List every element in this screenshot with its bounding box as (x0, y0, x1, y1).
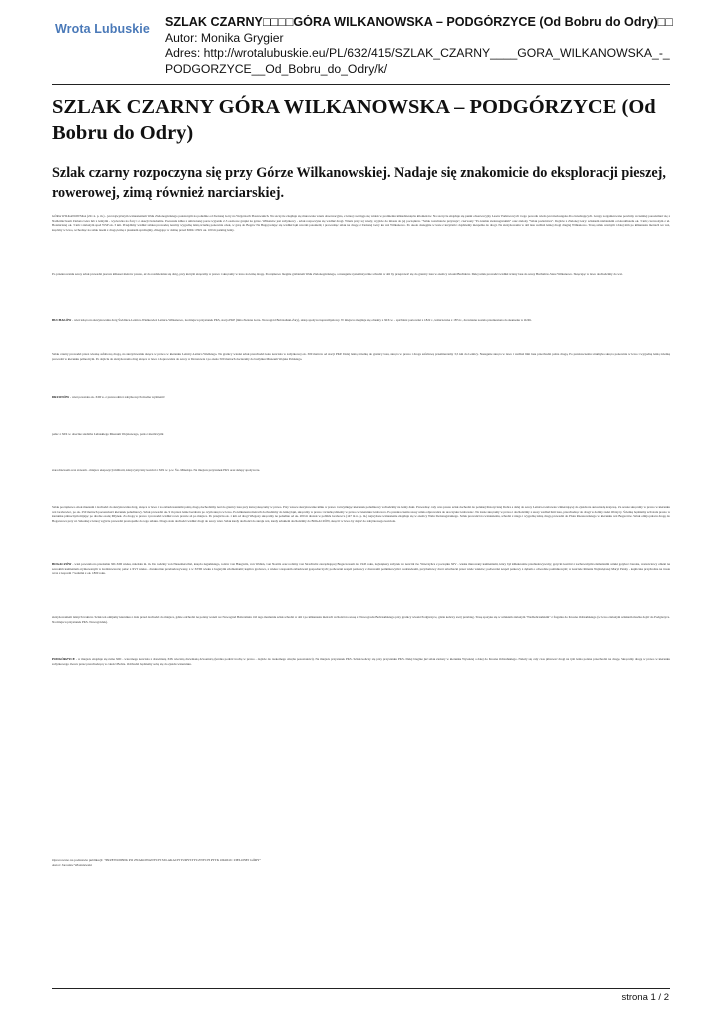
paragraph-11 (52, 657, 670, 666)
header-divider (52, 84, 670, 85)
article-title: SZLAK CZARNY GÓRA WILKANOWSKA – PODGÓRZYCE (Od Bobru do Odry) (52, 96, 656, 144)
footer-divider (52, 988, 670, 989)
paragraph-6 (52, 432, 670, 437)
paragraph-3 (52, 318, 670, 323)
paragraph-text: - wieś powstała na przełomie XII-XIII wieku, należała m. in. Do rodziny von Niesemerschel, księcia żegańskiego, rodów von Haugwitz, von Wallen, von Nostitz oraz rodziny von Strachwitz zarządzającej Bogaczowem do 1945 roku, największy zabytek to: kościół św. Wawrzyńca z początku XIV - wieku murowany kamieniami, który był kilkakrotnie przebudowywany; gotycki kościół z zachowanymi elementami sztuki gotyku i baroku, wartościowy obiekt na szerokim kamieniem otynkowanym w średniowieczu; pałac z XVI wieku - dwukrotnie przebudowywany, z w XVIII wieku z bogatymi zdobieniami; kaplica grobowa, z wieku i zespołem zabudowań gospodarczych; podworski zespół parkowy z drzewami pomnikowymi i sadzawkami, przydomowy dwór szlachecki przez wiele wieków; podworski zespół parkowy z dębem o obwodzie pomnikowym; w kościele Imienia Najświętszej Maryi Panny - kapliczka przydrożna na trasie wraz z kopcem 7 kolumn z ok. 1800 roku. (52, 562, 670, 576)
wrota-lubuskie-logo[interactable]: Wrota Lubuskie (55, 22, 150, 36)
source-note (52, 858, 552, 868)
document-meta (165, 15, 720, 77)
address-line-2[interactable]: PODGORZYCE__Od_Bobru_do_Odry/k/ (165, 61, 388, 76)
address-line-1[interactable]: Adres: http://wrotalubuskie.eu/PL/632/415/SZLAK_CZARNY____GORA_WILKANOWSKA_-_ (165, 46, 670, 60)
paragraph-text: GÓRA WILKANOWSKA (221 n. p. m.) - jest najwyższym wzniesieniem Wału Zielonogórskiego położonym na południe od Zielonej Góry na Wzgórzach Piastowskich. Na szczycie znajduje się murowana wieża obserwacyjna, z której rozciąga się widok w promieniu kilkudziesięciu kilometrów. Na szczycie znajduje się punkt obserwacyjny Lasów Państwowych i tego powodu wieża jest niedostępna dla zwiedzających. Grupy zorganizowane powinny wcześniej porozumieć się z Nadleśnictwem Zielona Góra lub z leśnymi - wycieczka na Żary i z okazji świadomie. Pozostałe kilku z umówionej porze wyjazdu 2-3 osobowe grupki na górze. Wilkanów jest zabytkowy - szlak rozpoczyna się wzdłuż drogi. Wieża przy tej wieży, wyjście do miasta do jej początków. "Szlak rozwiniecie przystaje", czerwony "Po kramie zielonogórskim" oraz zielony "Szlak pożarnicza". Dojście z Zielonej Góry: szlakiem niebieskim od Areałhotelu ok. 3 km; czerwonym z ul. Botanicznej ok. 3 km i zielonym spod WSP ok. 3 km. Przejdźmy wzdłuż szlaku prowadzą nawiny wygodną leśną ścieżką ponownie obok, w górę do Bogów Na Bugaj udając się wzdłuż łąki rzeczki potokiem; i prowadząc szlak na drogę z Zielonej Góry ku wsi Wilkanowo. Po około dosięgnie w lesie z krzyżem i dojdziemy niespełna do drogi. Na skrzyżowaniu w dół lasu wzdłuż leśnej drogi drugiej Wilkanowo. Trasą szlak czarnym i dalej nim po kilkunastu metrach we wsi, kręcimy w lewo, wchodząc na szlak lasem z drogą leśną z piaskiem spróbujmy, zbiegając w dolinę przed MZK i PKS ok. 100 m parking leśny. (52, 214, 670, 232)
paragraph-text: skrzyżowaniem leśnych traktów. Szlak ten omijamy kierunku z dala przed dochodzi do miejsca, gdzie odchodzi na polany wokół we Nowogród Bobrzański. Od tego momentu szlak schodzi w dół i po kilkunastu metrach wchodzi na szosę z Nowogrodu Bobrzańskiego przy granicy wioski Podgórzyce, gdzie kończy swój przebieg. Trasę spotyka się w szlakiem zielonym "Nadbobrzańskim" z Żagania do Krosna Odrzańskiego (w lewo zielonym szlakiem można dojść do Podgórzyce. Na miejscu przystanek PKS. Nowogródek). (52, 615, 670, 624)
paragraph-4 (52, 352, 670, 361)
paragraph-text: - w miejscu znajduje się ruina XIII - wiecznego kościoła z drewnianą XIX wieczną drewnianą dzwonnicą (krótka podróż trochę w prawo - dojście do rzekomego obrębu pozostałości). Na miejscu przystanek PKS. Szlak kończy się przy przystanku PKS. Dalej biegnie już szlak zielony w kierunku Wysokiej a dalej do Krosna Odrzańskiego. Należy się cały czas pilnować drogi na tym leśna polana przechodzi na drogę. Skręcamy drogą w prawo w kierunku zabytkowego dworu przez przechodzącą w całości Bobru. Odchodzi będziemy sobą się do zjazdu wizerunku. (52, 657, 670, 666)
document-title-line: SZLAK CZARNY□□□□GÓRA WILKANOWSKA – PODGÓRZYCE (Od Bobru do Odry)□□ (165, 15, 673, 29)
paragraph-text: Szlak czarny prowadzi przez wioskę asfaltową drogą, na skrzyżowaniu skręca w prawo w kierunku Letnicy-Letnica Wielkiego. Na granicy wioski szlak przechodzi koło kościoła w zabytkowej ok. 300 metrów od stacji PKP. Dalej leśną ścieżką do granicy lasu, skręca w prawo i droga asfaltową przemierzamy 3,5 km do Letnicy. Następnie skręca w lewo i wzdłuż linii lasu przechodzi polna drogą. Po przekroczeniu strumyka skręca ponownie w lewo i wygodną leśną ścieżką prowadzi w kierunku północnym. Po dojściu do skrzyżowania dróg skręca w lewo i doprowadza do szosy w Drzonowie i po około 500 metrach docieramy do budynku Muzeum Wojska Polskiego. (52, 352, 670, 361)
paragraph-lead-word: BUCHAŁÓW (52, 318, 72, 322)
paragraph-lead-word: BOGACZÓW (52, 562, 72, 566)
page-header (0, 0, 725, 80)
page-number: strona 1 / 2 (621, 992, 669, 1003)
paragraph-7 (52, 468, 670, 473)
paragraph-2 (52, 272, 670, 277)
paragraph-text: - wieś powstała ok. XIII w. z przewodnicz zabytkowych można wymienić: (69, 395, 166, 399)
paragraph-lead-word: DRZONÓW (52, 395, 70, 399)
paragraph-text: starodrzewem oraz stawem - miejsce ekspozycji militarii, klasycystyczny kościół z XIX w. p.w. Św. Mikołaja. Na miejscu przystanek PKS oraz sklepy spożywcze. (52, 468, 261, 472)
source-author: Autor: Jarosław Wiszniewski (52, 862, 92, 867)
paragraph-5 (52, 395, 670, 400)
paragraph-text: pałac z XIX w. obecnie siedziba Lubuskiego Muzeum Wojskowego, park z niezliczymi (52, 432, 164, 436)
author-line: Autor: Monika Grygier (165, 30, 284, 45)
source-publication: Opracowano na podstawie publikacji: "PRZEWODNIK PO ZNAKOWANYCH SZLAKACH TURYSTYCZNYCH PTTK OKOLIC ZIELONEJ GÓRY" (52, 858, 261, 862)
paragraph-text: Po przekroczeniu szosy szlak prowadzi jeszcze kilkaset metrów prosto, aż do rozdzielenia się dróg, przy którym skręcamy w prawo i skręcamy w lewo na leśną drogę. Początkowo biegnie grzbietem Wału Zielonogórskiego, a następnie systematycznie schodzi w dół by przeprawić się do granicy lasu w okolicy wioski Buchałów. Dalej szlak prowadzi wzdłuż ściany lasu do szosy Buchałów-Stare Wilkanowo. Skręcając w lewo dochodzimy do wsi. (52, 272, 623, 276)
article-lead: Szlak czarny rozpoczyna się przy Górze Wilkanowskiej. Nadaje się znakomicie do eksploracji pieszej, rowerowej, zimą również narciarskiej. (52, 165, 666, 201)
paragraph-lead-word: PODGÓRZYCE (52, 657, 75, 661)
paragraph-text: - wieś leżąca na skrzyżowaniu dróg Świdnica-Letnica-Wielkowieś Letnica-Wilkanowo, na miejscu przystanek PKS, stacja PKP (linia Zielona Góra- Nowogród Bobrzański-Żary), sklep spożywczoprzemysłowy. W miejscu znajduje się obiekty z XIX w. - spichlerz portowski z 1822 r., leśniczówka z 1874 r., drewniana zostala przeniesiona do skansenu w Ochli. (71, 318, 532, 322)
paragraph-10 (52, 615, 670, 624)
paragraph-8 (52, 505, 670, 523)
paragraph-1 (52, 214, 670, 232)
paragraph-9 (52, 562, 670, 576)
paragraph-text: Szlak początkowo obok muzeum i dochodzi do skrzyżowania dróg, skręca w lewo i za zabudowaniami polną drogą dochodzimy nad do granicy lasu przy której skręcamy w prawo. Przy wiosce skrzyżowanie kilku w prawo i utrzymując kierunek południowy wchodzimy na leśny dukt. Prowadząc cały czas prosto szlak dochodzi do polskiej historycznej Dobra a dalej do szosy Letnica-Grabowiec zmierzającej do zjazdu na autostradę krajową. Za szosie skręcamy w prawo w kierunku wsi Grabowiec, po ok. 250 metrach pozostałości kierunek południowy. Szlak prowadzi ok. 9 m przez leśne bezdroża po czym skręca w lewo. Po kilkunastu metrach dochodzimy do leśnej łąki, skręcamy w prawo i ścieżką idziemy w prawo w kierunku Grabowca. Po przekroczeniu szosy szlak odprowadza do uroczyska Grabowiec. Na trasie skręcamy w prawo i dochodzimy z szosy wzdłuż linii lasu, przechodząc do drogi w doliny rzeki Obrzycy. Ścieżką będziemy szli stale prosto w kierunku północnym mijając po drodze osadę Młynek. Za drogą w prawo i prowadzi wzdłuż rowu prawie aż po miejsca. Po przejściu ok. 1 km od drogi Wiegozy skręcamy na południe od ok. 200 m drożek w pobliżu Grabowca (147 m n. p. m.) najwyższe wzniesienie znajduje się w okolicy Wału Zielonogórskiego. Szlak prowadzi na wzniesieniu, schodzi z niego i wygodną leśną drogą prowadzi do Płotu Rzeszowskiego w kierunku wsi Bogaczów. Szlak omija pałacu drogę do Bogaczowa przy ul. Szkolnej z której wyjście prowadzi prostopadle do tego szlaku. Droga stale dochodzi wzdłuż drogi do szosy wieś. Szlak kiedy dochodzi do skraju wsi, kiedy szlakiem dochodzimy do BOGACZÓW, skręcić w lewo by dojść do zabytkowego kościoła. (52, 505, 670, 523)
